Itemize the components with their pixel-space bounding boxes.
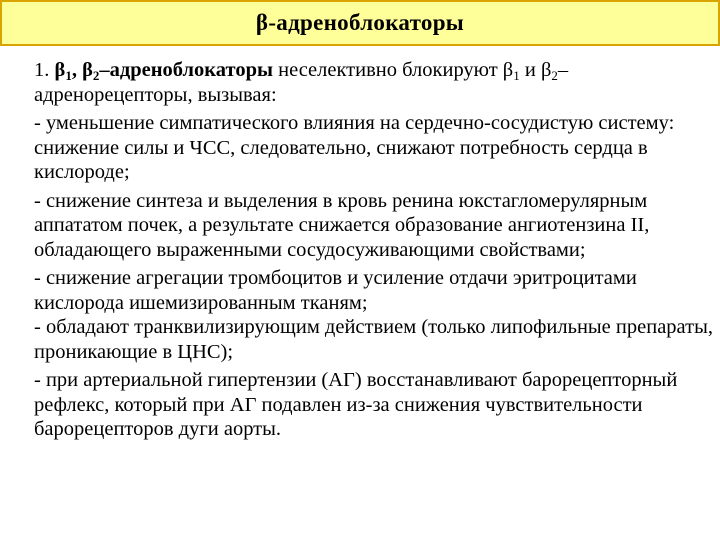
- term-suffix: –адреноблокаторы: [99, 59, 273, 81]
- intro-sub2: 2: [551, 68, 558, 83]
- intro-number: 1.: [34, 59, 55, 81]
- subscript-1: 1: [65, 68, 72, 83]
- beta-symbol: β: [54, 59, 66, 81]
- list-item: - при артериальной гипертензии (АГ) восстанавливают барорецепторный рефлекс, который при АГ подавлен из-за снижения чувствительности барорецепторов дуги аорты.: [34, 369, 678, 440]
- beta-symbol-2: , β: [71, 59, 93, 81]
- title-bar: [0, 0, 720, 46]
- intro-text-b: и β: [519, 59, 552, 81]
- intro-paragraph: [34, 58, 718, 107]
- list-item: - обладают транквилизирующим действием (только липофильные препараты, проникающие в ЦНС);: [34, 316, 713, 363]
- intro-text-c: – адренорецепторы, вызывая:: [34, 59, 569, 106]
- list-item: - уменьшение симпатического влияния на сердечно-сосудистую систему: снижение силы и ЧСС, следовательно, снижают потребность сердца в кислороде;: [34, 112, 675, 183]
- page-title: β-адреноблокаторы: [255, 10, 465, 35]
- intro-bold-term: [55, 59, 273, 81]
- subscript-2: 2: [92, 68, 100, 83]
- list-item: - снижение синтеза и выделения в кровь ренина юкстагломерулярным аппататом почек, а результате снижается образование ангиотензина II, обладающего выраженными сосудосуживающими свойствами;: [34, 189, 650, 261]
- main-content: [34, 58, 718, 446]
- intro-text-a: неселективно блокируют β: [272, 59, 514, 81]
- intro-sub1: 1: [513, 68, 520, 83]
- list-item: - снижение агрегации тромбоцитов и усиление отдачи эритроцитами кислорода ишемизированным тканям;: [34, 267, 637, 314]
